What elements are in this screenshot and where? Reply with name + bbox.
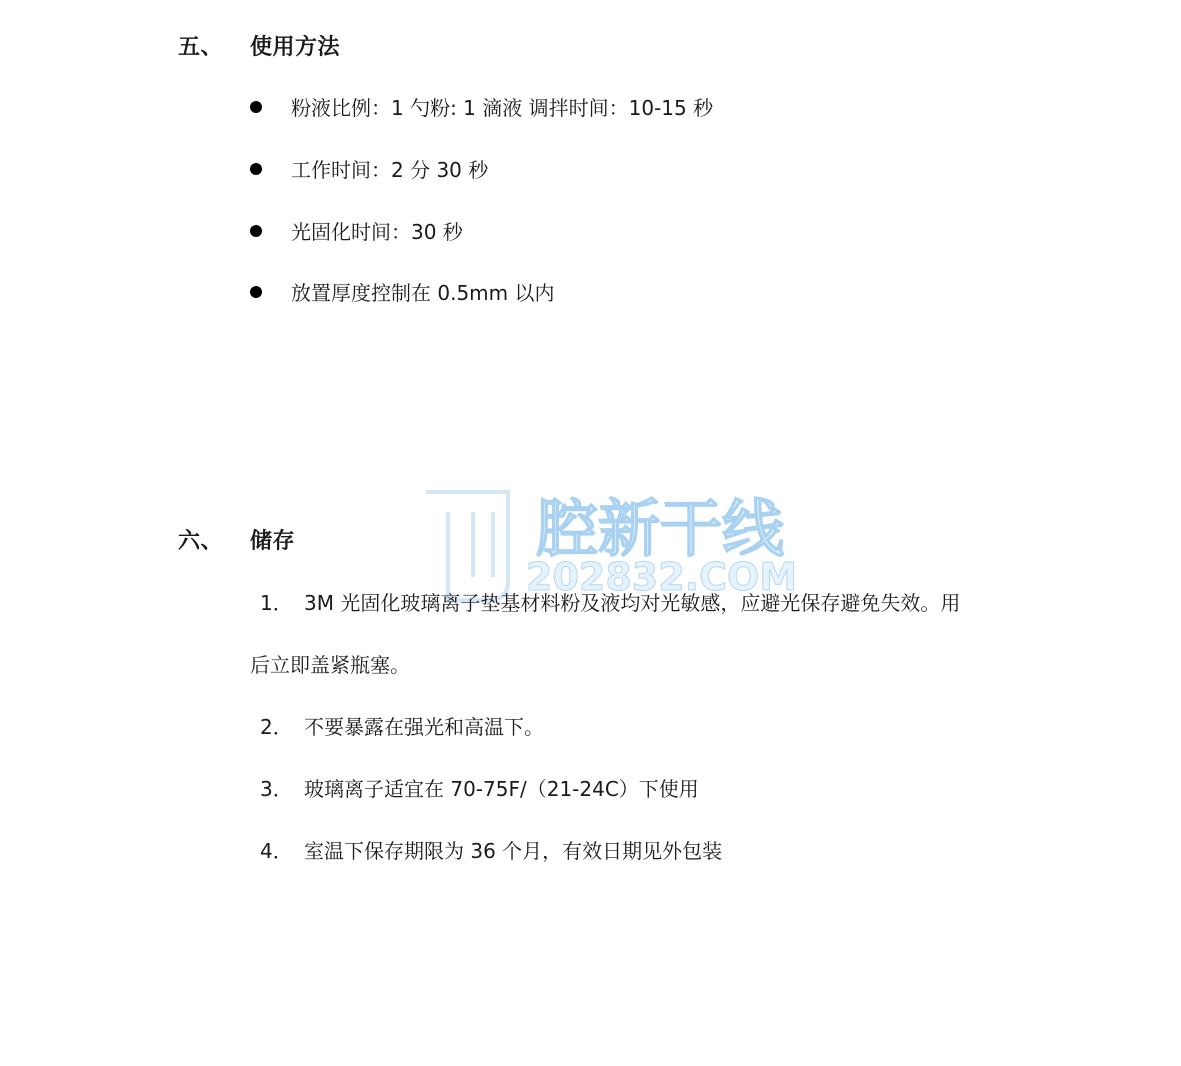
list-item-text: 后立即盖紧瓶塞。 xyxy=(250,653,410,677)
list-item-text: 玻璃离子适宜在 70-75F/（21-24C）下使用 xyxy=(304,777,699,801)
watermark-brand-text: 腔新干线 xyxy=(536,492,785,565)
list-item-text: 不要暴露在强光和高温下。 xyxy=(304,715,544,739)
watermark-domain-text: 202832.COM xyxy=(526,555,798,599)
section-6-number: 六、 xyxy=(178,529,224,554)
bullet-icon xyxy=(250,225,262,237)
list-item xyxy=(250,216,463,245)
list-item-index: 1． xyxy=(260,591,293,615)
list-item xyxy=(260,835,722,864)
section-6-title: 储存 xyxy=(250,529,296,554)
list-item-text: 3M 光固化玻璃离子垫基材料粉及液均对光敏感，应避光保存避免失效。用 xyxy=(304,591,961,615)
list-item xyxy=(260,711,544,740)
list-item xyxy=(250,154,488,183)
section-6-heading xyxy=(178,524,295,555)
list-item xyxy=(250,92,713,121)
list-item-continuation xyxy=(250,649,410,678)
list-item-text: 工作时间：2 分 30 秒 xyxy=(291,158,489,182)
section-5-heading xyxy=(178,30,340,61)
bullet-icon xyxy=(250,163,262,175)
list-item-index: 3． xyxy=(260,777,293,801)
list-item xyxy=(250,277,555,306)
list-item-text: 放置厚度控制在 0.5mm 以内 xyxy=(291,281,555,305)
bullet-icon xyxy=(250,286,262,298)
bullet-icon xyxy=(250,101,262,113)
section-5-number: 五、 xyxy=(178,35,224,60)
list-item-index: 4． xyxy=(260,839,293,863)
list-item-text: 室温下保存期限为 36 个月，有效日期见外包装 xyxy=(304,839,723,863)
list-item-index: 2． xyxy=(260,715,293,739)
section-5-title: 使用方法 xyxy=(250,35,341,60)
list-item xyxy=(260,587,960,616)
list-item-text: 光固化时间：30 秒 xyxy=(291,220,463,244)
list-item xyxy=(260,773,699,802)
list-item-text: 粉液比例：1 勺粉: 1 滴液 调拌时间：10-15 秒 xyxy=(291,96,714,120)
